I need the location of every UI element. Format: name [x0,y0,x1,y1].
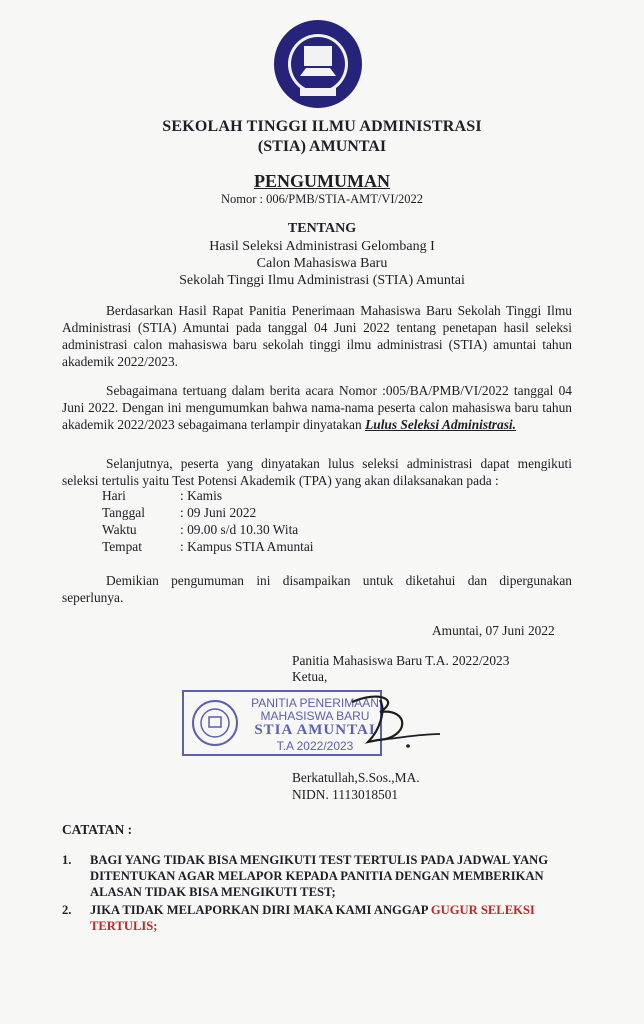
note-text-main: JIKA TIDAK MELAPORKAN DIRI MAKA KAMI ANGGAP [90,903,431,917]
schedule-row [102,504,314,521]
stamp-line: STIA AMUNTAI [254,722,376,738]
paragraph-3-text: Selanjutnya, peserta yang dinyatakan lulus seleksi administrasi dapat mengikuti seleksi tertulis yaitu Test Potensi Akademik (TPA) yang akan dilaksanakan pada : [62,456,572,488]
schedule-value: : Kampus STIA Amuntai [180,539,314,554]
subject-line: Sekolah Tinggi Ilmu Administrasi (STIA) Amuntai [179,273,465,288]
committee-name: Panitia Mahasiswa Baru T.A. 2022/2023 [292,653,510,668]
passed-emphasis: Lulus Seleksi Administrasi. [365,417,516,432]
subject-line: Hasil Seleksi Administrasi Gelombang I [209,239,435,254]
signer-nidn: NIDN. 1113018501 [292,787,399,802]
place-date: Amuntai, 07 Juni 2022 [432,623,555,638]
institution-name: SEKOLAH TINGGI ILMU ADMINISTRASI [162,118,482,135]
seal-icon [190,698,240,748]
paragraph-4 [62,572,572,606]
test-schedule [102,487,314,555]
note-number: 1. [62,853,72,867]
paragraph-1 [62,302,572,370]
stamp-line: T.A 2022/2023 [276,739,354,753]
note-text: BAGI YANG TIDAK BISA MENGIKUTI TEST TERTULIS PADA JADWAL YANG DITENTUKAN AGAR MELAPOR KEPADA PANITIA DENGAN MEMBERIKAN ALASAN TIDAK BISA MENGIKUTI TEST; [90,853,549,899]
institution-abbrev: (STIA) AMUNTAI [257,138,387,155]
paragraph-4-text: Demikian pengumuman ini disampaikan untuk diketahui dan dipergunakan seperlunya. [62,573,572,605]
schedule-key: Waktu [102,522,137,537]
paragraph-2-text: Sebagaimana tertuang dalam berita acara Nomor :005/BA/PMB/VI/2022 tanggal 04 Juni 2022. Dengan ini mengumumkan bahwa nama-nama peserta calon mahasiswa baru tahun akademik 2022/2023 sebagaimana terlampir dinyatakan [62,383,572,432]
subject-label: TENTANG [287,221,357,236]
schedule-value: : 09.00 s/d 10.30 Wita [180,522,299,537]
schedule-key: Hari [102,488,126,503]
paragraph-1-text: Berdasarkan Hasil Rapat Panitia Penerimaan Mahasiswa Baru Sekolah Tinggi Ilmu Administrasi (STIA) Amuntai pada tanggal 04 Juni 2022 tentang penetapan hasil seleksi administrasi calon mahasiswa baru sekolah tinggi ilmu administrasi (STIA) amuntai tahun akademik 2022/2023. [62,303,572,369]
stia-logo [270,16,366,112]
note-text-red: GUGUR SELEKSI TERTULIS; [90,903,535,933]
paragraph-2 [62,382,572,433]
schedule-value: : 09 Juni 2022 [180,505,257,520]
document-number: Nomor : 006/PMB/STIA-AMT/VI/2022 [220,192,424,206]
note-text [90,902,570,934]
schedule-key: Tempat [102,539,142,554]
schedule-row [102,538,314,555]
handwritten-signature [340,690,450,760]
signer-role: Ketua, [292,669,328,684]
stamp-line: PANITIA PENERIMAAN [251,696,379,710]
signer-name: Berkatullah,S.Sos.,MA. [292,770,420,785]
schedule-key: Tanggal [102,505,145,520]
stamp-line: MAHASISWA BARU [260,709,370,723]
subject-line: Calon Mahasiswa Baru [256,256,388,271]
schedule-value: : Kamis [180,488,223,503]
notes-label: CATATAN : [62,822,133,837]
schedule-row [102,487,314,504]
note-number: 2. [62,903,72,917]
document-title: PENGUMUMAN [254,171,390,191]
paragraph-3 [62,455,572,489]
schedule-row [102,521,314,538]
